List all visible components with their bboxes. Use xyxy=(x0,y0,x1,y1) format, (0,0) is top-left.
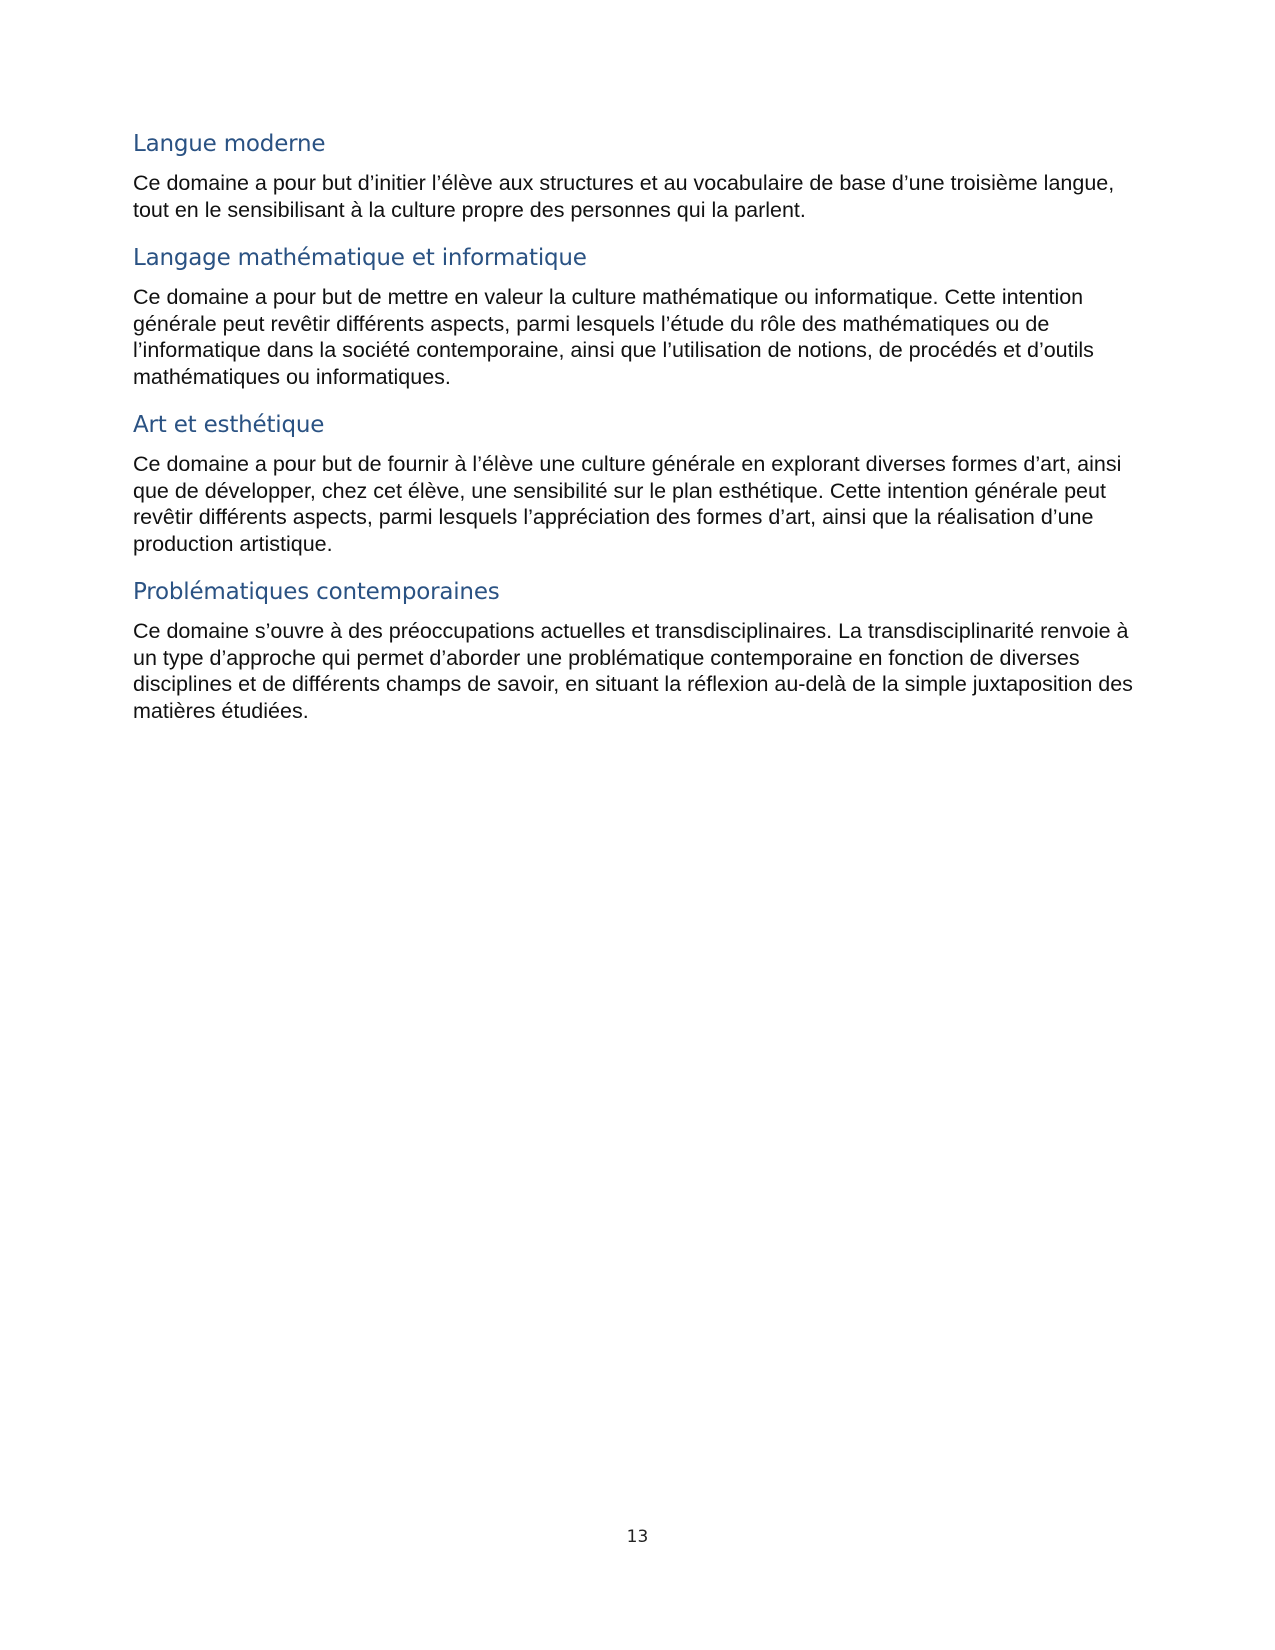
section-paragraph: Ce domaine a pour but d’initier l’élève aux structures et au vocabulaire de base d’une troisième langue, tout en le sensibilisant à la culture propre des personnes qui la parlent. xyxy=(133,171,1115,222)
section-heading: Langue moderne xyxy=(133,131,326,157)
section-langage-mathematique xyxy=(133,244,1153,390)
section-paragraph: Ce domaine a pour but de fournir à l’élève une culture générale en explorant diverses formes d’art, ainsi que de développer, chez cet élève, une sensibilité sur le plan esthétique. Cette intention générale peut revêtir différents aspects, parmi lesquels l’appréciation des formes d’art, ainsi que la réalisation d’une production artistique. xyxy=(133,452,1122,556)
section-langue-moderne xyxy=(133,130,1153,223)
section-heading: Problématiques contemporaines xyxy=(133,579,500,605)
section-paragraph: Ce domaine a pour but de mettre en valeur la culture mathématique ou informatique. Cette intention générale peut revêtir différents aspects, parmi lesquels l’étude du rôle des mathématiques ou de l’informatique dans la société contemporaine, ainsi que l’utilisation de notions, de procédés et d’outils mathématiques ou informatiques. xyxy=(133,285,1094,389)
section-art-esthetique xyxy=(133,411,1153,557)
page-number: 13 xyxy=(626,1527,649,1547)
section-heading: Langage mathématique et informatique xyxy=(133,245,587,271)
page-content xyxy=(133,130,1153,745)
section-heading: Art et esthétique xyxy=(133,412,325,438)
section-paragraph: Ce domaine s’ouvre à des préoccupations actuelles et transdisciplinaires. La transdisciplinarité renvoie à un type d’approche qui permet d’aborder une problématique contemporaine en fonction de diverses disciplines et de différents champs de savoir, en situant la réflexion au-delà de la simple juxtaposition des matières étudiées. xyxy=(133,619,1133,723)
section-problematiques-contemporaines xyxy=(133,578,1153,724)
